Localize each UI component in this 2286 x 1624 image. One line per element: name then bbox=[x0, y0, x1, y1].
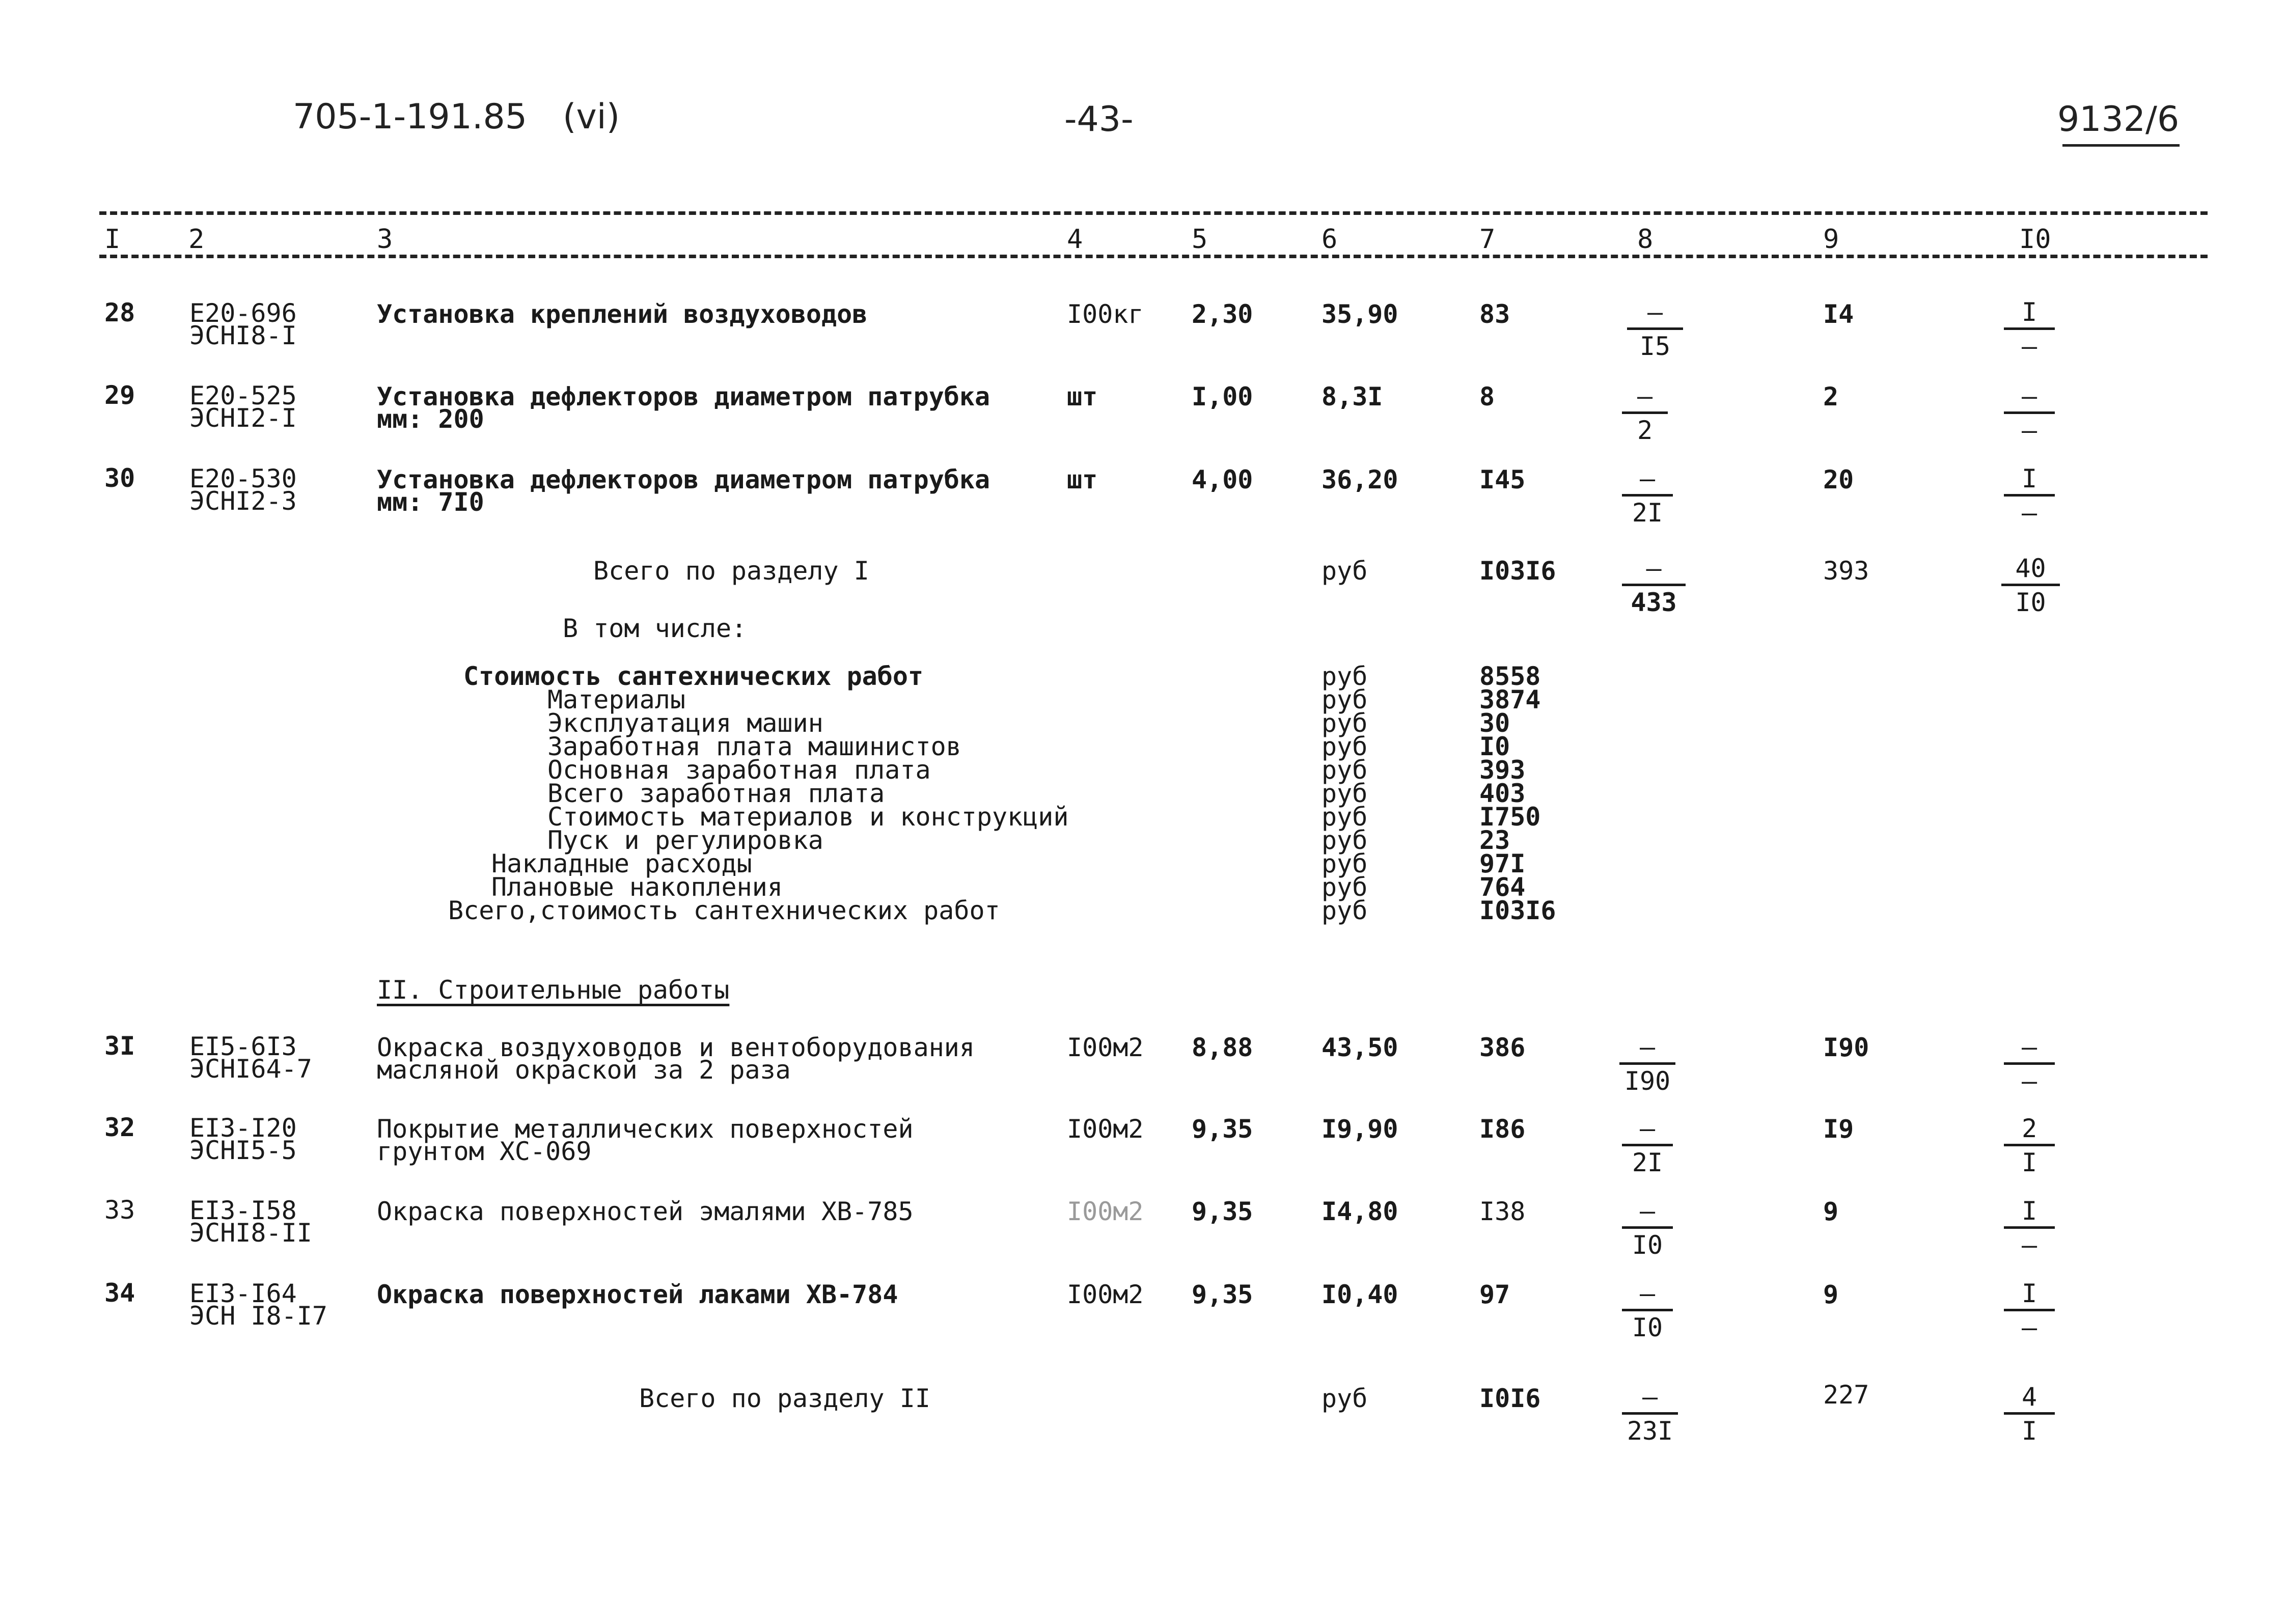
fraction-denominator: I5 bbox=[1639, 332, 1671, 361]
col8-fraction bbox=[1622, 1197, 1673, 1259]
fraction-denominator: – bbox=[2021, 1066, 2037, 1096]
total-cost: 83 bbox=[1479, 299, 1510, 329]
column-header-6: 6 bbox=[1321, 224, 1338, 255]
breakdown-value: 97I bbox=[1479, 849, 1526, 878]
work-description: Окраска воздуховодов и вентоборудования bbox=[377, 1033, 975, 1062]
norm-code: ЭСНI5-5 bbox=[189, 1136, 297, 1165]
breakdown-label: Основная заработная плата bbox=[547, 755, 931, 785]
col8-fraction bbox=[1622, 1114, 1673, 1177]
fraction-denominator: I bbox=[2021, 1416, 2037, 1446]
norm-code: ЭСНI64-7 bbox=[189, 1054, 312, 1084]
breakdown-unit: руб bbox=[1321, 779, 1368, 808]
fraction-denominator: I bbox=[2021, 1148, 2037, 1177]
fraction-numerator: – bbox=[1639, 1114, 1656, 1143]
document-code: 705-1-191.85 bbox=[293, 97, 528, 137]
rate-code: EI3-I20 bbox=[189, 1113, 297, 1143]
row-number: 3I bbox=[104, 1031, 135, 1061]
breakdown-value: 8558 bbox=[1479, 662, 1541, 691]
breakdown-label: Материалы bbox=[547, 685, 685, 714]
column-header-4: 4 bbox=[1067, 224, 1083, 255]
col9-value: I90 bbox=[1823, 1033, 1869, 1062]
fraction-denominator: I0 bbox=[1632, 1313, 1663, 1342]
column-header-5: 5 bbox=[1192, 224, 1208, 255]
col9-value: I4 bbox=[1823, 299, 1854, 329]
unit: I00кг bbox=[1067, 299, 1144, 329]
row-number: 33 bbox=[104, 1195, 135, 1225]
fraction-denominator: I90 bbox=[1624, 1066, 1671, 1096]
col8-fraction bbox=[1622, 1279, 1673, 1342]
col10-fraction bbox=[2004, 1033, 2055, 1095]
fraction-denominator: – bbox=[2021, 416, 2037, 445]
sheet-underline bbox=[2062, 144, 2180, 147]
fraction-numerator: – bbox=[1639, 1196, 1656, 1226]
norm-code: ЭСНI2-3 bbox=[189, 486, 297, 516]
rate-code: EI5-6I3 bbox=[189, 1032, 297, 1061]
unit: I00м2 bbox=[1067, 1033, 1144, 1062]
page-number: -43- bbox=[1064, 99, 1134, 140]
norm-code: ЭСНI8-II bbox=[189, 1218, 312, 1248]
rate-code: EI3-I64 bbox=[189, 1279, 297, 1308]
fraction-denominator: 2I bbox=[1632, 498, 1663, 528]
work-description: Установка креплений воздуховодов bbox=[377, 299, 868, 329]
column-header-2: 2 bbox=[188, 224, 205, 255]
breakdown-unit: руб bbox=[1321, 732, 1368, 761]
sheet-number: 9132/6 bbox=[2057, 99, 2180, 140]
column-header-9: 9 bbox=[1823, 224, 1839, 255]
header-rule-bottom bbox=[99, 255, 2208, 258]
fraction-denominator: – bbox=[2021, 498, 2037, 528]
total-cost: 386 bbox=[1479, 1033, 1526, 1062]
fraction-numerator: – bbox=[1646, 554, 1662, 583]
fraction-denominator: I0 bbox=[1632, 1230, 1663, 1260]
fraction-numerator: – bbox=[1637, 381, 1653, 411]
fraction-denominator: 2 bbox=[1637, 416, 1653, 445]
fraction-denominator: I0 bbox=[2015, 588, 2046, 617]
breakdown-label: Стоимость сантехнических работ bbox=[463, 662, 924, 691]
fraction-denominator: – bbox=[2021, 1313, 2037, 1342]
unit-price: 35,90 bbox=[1321, 299, 1398, 329]
breakdown-unit: руб bbox=[1321, 802, 1368, 832]
unit-price: I4,80 bbox=[1321, 1197, 1398, 1226]
rate-code: E20-696 bbox=[189, 298, 297, 328]
fraction-numerator: – bbox=[1642, 1382, 1658, 1412]
fraction-numerator: – bbox=[2021, 381, 2037, 411]
fraction-numerator: I bbox=[2021, 297, 2037, 327]
breakdown-label: Пуск и регулировка bbox=[547, 825, 823, 855]
rate-code: E20-530 bbox=[189, 464, 297, 493]
col8-fraction bbox=[1622, 1383, 1678, 1445]
breakdown-unit: руб bbox=[1321, 872, 1368, 902]
col10-fraction bbox=[2004, 1383, 2055, 1445]
column-header-1: I bbox=[104, 224, 121, 255]
column-header-10: I0 bbox=[2019, 224, 2051, 255]
unit-price: 36,20 bbox=[1321, 465, 1398, 494]
fraction-numerator: I bbox=[2021, 1279, 2037, 1308]
col10-fraction bbox=[2004, 1279, 2055, 1342]
unit: шт bbox=[1067, 465, 1098, 494]
unit-price: 8,3I bbox=[1321, 382, 1383, 411]
breakdown-value: I750 bbox=[1479, 802, 1541, 832]
fraction-numerator: – bbox=[2021, 1032, 2037, 1062]
work-description-cont: мм: 7I0 bbox=[377, 487, 484, 517]
work-description-cont: масляной окраской за 2 раза bbox=[377, 1055, 791, 1085]
unit: I00м2 bbox=[1067, 1114, 1144, 1144]
breakdown-value: 403 bbox=[1479, 779, 1526, 808]
including-label: В том числе: bbox=[563, 614, 747, 643]
quantity: 8,88 bbox=[1192, 1033, 1253, 1062]
quantity: 9,35 bbox=[1192, 1280, 1253, 1309]
col10-fraction bbox=[2004, 1197, 2055, 1259]
fraction-denominator: 2I bbox=[1632, 1148, 1663, 1177]
total-cost: I45 bbox=[1479, 465, 1526, 494]
norm-code: ЭСНI2-I bbox=[189, 403, 297, 433]
col8-fraction bbox=[1627, 298, 1683, 361]
unit: шт bbox=[1067, 382, 1098, 411]
section-total-value: I03I6 bbox=[1479, 556, 1556, 586]
breakdown-unit: руб bbox=[1321, 708, 1368, 738]
breakdown-label: Всего заработная плата bbox=[547, 779, 885, 808]
fraction-numerator: 4 bbox=[2021, 1382, 2037, 1412]
quantity: 9,35 bbox=[1192, 1114, 1253, 1144]
col9-value: 9 bbox=[1823, 1280, 1839, 1309]
row-number: 29 bbox=[104, 380, 135, 410]
section-title: II. Строительные работы bbox=[377, 975, 730, 1005]
quantity: 9,35 bbox=[1192, 1197, 1253, 1226]
col9-value: 393 bbox=[1823, 556, 1869, 586]
header-rule-top bbox=[99, 211, 2208, 215]
fraction-numerator: – bbox=[1639, 1279, 1656, 1308]
breakdown-value: 764 bbox=[1479, 872, 1526, 902]
row-number: 30 bbox=[104, 463, 135, 493]
work-description: Окраска поверхностей лаками ХВ-784 bbox=[377, 1280, 898, 1309]
col10-fraction bbox=[2001, 554, 2060, 617]
row-number: 28 bbox=[104, 298, 135, 327]
total-cost: 8 bbox=[1479, 382, 1495, 411]
section-total-label: Всего по разделу II bbox=[639, 1384, 930, 1413]
work-description: Установка дефлекторов диаметром патрубка bbox=[377, 382, 990, 411]
col8-fraction bbox=[1619, 1033, 1675, 1095]
col10-fraction bbox=[2004, 382, 2055, 445]
col8-fraction bbox=[1622, 382, 1668, 445]
breakdown-unit: руб bbox=[1321, 896, 1368, 925]
quantity: 4,00 bbox=[1192, 465, 1253, 494]
breakdown-label: Стоимость материалов и конструкций bbox=[547, 802, 1069, 832]
unit-price: 43,50 bbox=[1321, 1033, 1398, 1062]
unit: I00м2 bbox=[1067, 1197, 1144, 1226]
section-total-unit: руб bbox=[1321, 556, 1368, 586]
col9-value: 9 bbox=[1823, 1197, 1839, 1226]
col10-fraction bbox=[2004, 1114, 2055, 1177]
column-header-8: 8 bbox=[1637, 224, 1654, 255]
norm-code: ЭСН I8-I7 bbox=[189, 1301, 327, 1331]
fraction-numerator: I bbox=[2021, 464, 2037, 493]
rate-code: E20-525 bbox=[189, 381, 297, 410]
fraction-numerator: – bbox=[1639, 1032, 1656, 1062]
unit-price: I9,90 bbox=[1321, 1114, 1398, 1144]
breakdown-value: 23 bbox=[1479, 825, 1510, 855]
fraction-numerator: 2 bbox=[2021, 1114, 2037, 1143]
work-description: Установка дефлекторов диаметром патрубка bbox=[377, 465, 990, 494]
breakdown-label: Заработная плата машинистов bbox=[547, 732, 961, 761]
col9-value: 20 bbox=[1823, 465, 1854, 494]
col8-fraction bbox=[1622, 554, 1686, 617]
document-part: (vi) bbox=[563, 97, 620, 137]
total-cost: 97 bbox=[1479, 1280, 1510, 1309]
col9-value: I9 bbox=[1823, 1114, 1854, 1144]
section-total-value: I0I6 bbox=[1479, 1384, 1541, 1413]
quantity: 2,30 bbox=[1192, 299, 1253, 329]
breakdown-unit: руб bbox=[1321, 849, 1368, 878]
quantity: I,00 bbox=[1192, 382, 1253, 411]
breakdown-value: I0 bbox=[1479, 732, 1510, 761]
col8-fraction bbox=[1622, 464, 1673, 527]
fraction-numerator: – bbox=[1647, 297, 1663, 327]
work-description: Покрытие металлических поверхностей bbox=[377, 1114, 914, 1144]
breakdown-unit: руб bbox=[1321, 755, 1368, 785]
breakdown-unit: руб bbox=[1321, 825, 1368, 855]
breakdown-value: 3874 bbox=[1479, 685, 1541, 714]
section-total-label: Всего по разделу I bbox=[593, 556, 869, 586]
breakdown-value: I03I6 bbox=[1479, 896, 1556, 925]
row-number: 32 bbox=[104, 1113, 135, 1142]
total-cost: I38 bbox=[1479, 1197, 1526, 1226]
rate-code: EI3-I58 bbox=[189, 1196, 297, 1225]
norm-code: ЭСНI8-I bbox=[189, 321, 297, 350]
fraction-numerator: – bbox=[1639, 464, 1656, 493]
unit: I00м2 bbox=[1067, 1280, 1144, 1309]
fraction-denominator: 433 bbox=[1631, 588, 1677, 617]
breakdown-unit: руб bbox=[1321, 662, 1368, 691]
fraction-denominator: 23I bbox=[1627, 1416, 1673, 1446]
fraction-denominator: – bbox=[2021, 332, 2037, 361]
unit-price: I0,40 bbox=[1321, 1280, 1398, 1309]
work-description: Окраска поверхностей эмалями ХВ-785 bbox=[377, 1197, 914, 1226]
col9-value: 2 bbox=[1823, 382, 1839, 411]
column-header-7: 7 bbox=[1479, 224, 1496, 255]
section-total-unit: руб bbox=[1321, 1384, 1368, 1413]
work-description-cont: мм: 200 bbox=[377, 404, 484, 434]
fraction-numerator: 40 bbox=[2015, 554, 2046, 583]
breakdown-label: Всего,стоимость сантехнических работ bbox=[448, 896, 1000, 925]
work-description-cont: грунтом ХС-069 bbox=[377, 1137, 592, 1166]
fraction-numerator: I bbox=[2021, 1196, 2037, 1226]
fraction-denominator: – bbox=[2021, 1230, 2037, 1260]
col9-value: 227 bbox=[1823, 1380, 1869, 1410]
breakdown-value: 393 bbox=[1479, 755, 1526, 785]
row-number: 34 bbox=[104, 1278, 135, 1308]
breakdown-value: 30 bbox=[1479, 708, 1510, 738]
breakdown-label: Эксплуатация машин bbox=[547, 708, 823, 738]
col10-fraction bbox=[2004, 464, 2055, 527]
breakdown-label: Накладные расходы bbox=[491, 849, 752, 878]
total-cost: I86 bbox=[1479, 1114, 1526, 1144]
col10-fraction bbox=[2004, 298, 2055, 361]
breakdown-label: Плановые накопления bbox=[491, 872, 783, 902]
breakdown-unit: руб bbox=[1321, 685, 1368, 714]
column-header-3: 3 bbox=[377, 224, 393, 255]
